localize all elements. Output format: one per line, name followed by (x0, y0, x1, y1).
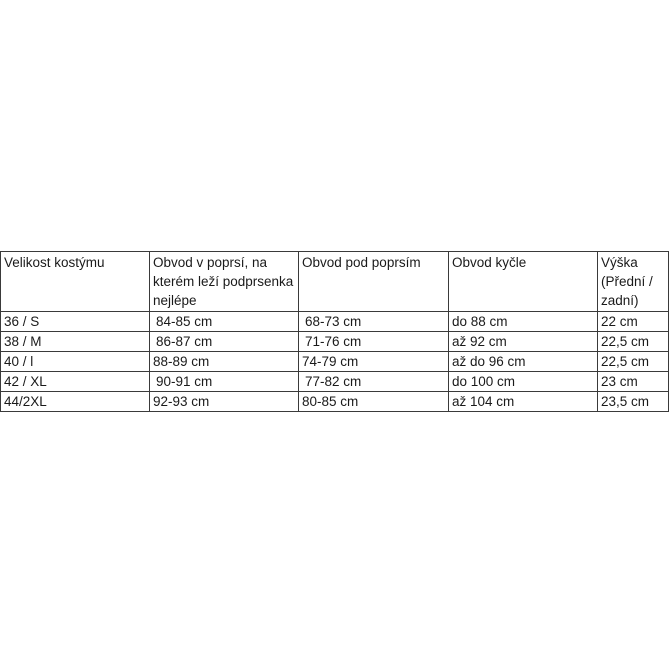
cell-underbust: 80-85 cm (299, 392, 449, 412)
header-costume-size: Velikost kostýmu (1, 252, 150, 312)
cell-size: 42 / XL (1, 372, 150, 392)
table-header-row (1, 252, 669, 312)
cell-height: 22,5 cm (598, 332, 669, 352)
cell-hip: až 104 cm (449, 392, 598, 412)
cell-hip: do 100 cm (449, 372, 598, 392)
table-row (1, 392, 669, 412)
cell-underbust: 74-79 cm (299, 352, 449, 372)
cell-hip: až do 96 cm (449, 352, 598, 372)
table-row (1, 352, 669, 372)
table-row (1, 372, 669, 392)
cell-underbust: 77-82 cm (299, 372, 449, 392)
cell-bust: 84-85 cm (150, 312, 299, 332)
cell-underbust: 68-73 cm (299, 312, 449, 332)
cell-height: 23 cm (598, 372, 669, 392)
cell-hip: do 88 cm (449, 312, 598, 332)
table-row (1, 332, 669, 352)
cell-hip: až 92 cm (449, 332, 598, 352)
cell-bust: 86-87 cm (150, 332, 299, 352)
cell-height: 22,5 cm (598, 352, 669, 372)
cell-height: 23,5 cm (598, 392, 669, 412)
cell-height: 22 cm (598, 312, 669, 332)
header-bust-circumference: Obvod v poprsí, na kterém leží podprsenka nejlépe (150, 252, 299, 312)
size-chart-table (0, 251, 669, 412)
cell-bust: 88-89 cm (150, 352, 299, 372)
cell-size: 38 / M (1, 332, 150, 352)
cell-underbust: 71-76 cm (299, 332, 449, 352)
cell-bust: 92-93 cm (150, 392, 299, 412)
header-underbust-circumference: Obvod pod poprsím (299, 252, 449, 312)
header-height-front-back: Výška (Přední / zadní) (598, 252, 669, 312)
cell-size: 36 / S (1, 312, 150, 332)
cell-size: 44/2XL (1, 392, 150, 412)
cell-size: 40 / l (1, 352, 150, 372)
table-row (1, 312, 669, 332)
cell-bust: 90-91 cm (150, 372, 299, 392)
header-hip-circumference: Obvod kyčle (449, 252, 598, 312)
